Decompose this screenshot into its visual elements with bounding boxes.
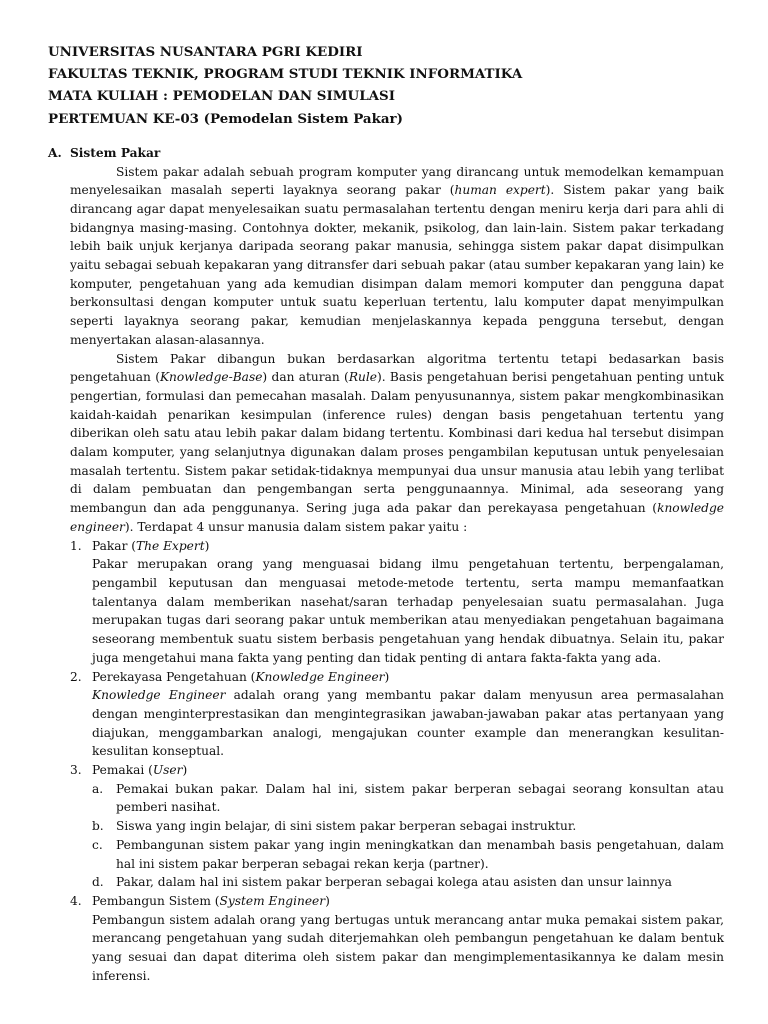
sub-list-letter: c.	[92, 837, 103, 852]
item-body-text: adalah orang yang membantu pakar dalam menyusun area permasalahan dengan menginterprestasikan dan mengintegrasikan jawaban-jawaban pakar atas pertanyaan yang diajukan, menggambarkan analogi, mengajukan counter example dan menerangkan kesulitan-kesulitan konseptual.	[92, 688, 724, 759]
item-body-term: Knowledge Engineer	[92, 688, 226, 703]
item-title-term: Knowledge Engineer	[255, 669, 385, 684]
sub-list-letter: b.	[92, 819, 104, 834]
p1-text-c: ). Sistem pakar yang baik dirancang agar dapat menyelesaikan suatu permasalahan tertentu dengan meniru kerja dari para ahli di bidangnya masing-masing. Contohnya dokter, mekanik, psikolog, dan lain-lain. Sistem pakar terkadang lebih baik unjuk kerjanya daripada seorang pakar manusia, sehingga sistem pakar dapat disimpulkan yaitu sebagai sebuah kepakaran yang ditransfer dari sebuah pakar (atau sumber kepakaran yang lain) ke komputer, pengetahuan yang ada kemudian disimpan dalam memori komputer dan pengguna dapat berkonsultasi dengan komputer untuk suatu keperluan tertentu, lalu komputer dapat menyimpulkan seperti layaknya seorang pakar, kemudian menjelaskannya kepada pengguna tersebut, dengan menyertakan alasan-alasannya.	[70, 183, 724, 347]
section-letter: A.	[48, 145, 62, 160]
list-item-number: 3.	[70, 763, 82, 778]
p2-term-rule: Rule	[348, 370, 377, 385]
header-university: UNIVERSITAS NUSANTARA PGRI KEDIRI	[48, 44, 363, 60]
section-title	[48, 144, 724, 163]
item-title-term: The Expert	[136, 538, 205, 553]
list-item-body	[92, 686, 724, 761]
list-item	[70, 892, 724, 986]
sub-list-item	[92, 780, 724, 817]
document-page	[48, 41, 724, 985]
p2-text-a: Sistem Pakar dibangun bukan berdasarkan algoritma tertentu tetapi bedasarkan basis pengetahuan (	[70, 351, 724, 385]
p2-term-knowledge-base: Knowledge-Base	[159, 370, 263, 385]
list-item-title	[92, 892, 724, 911]
paragraph-1	[70, 163, 724, 350]
sub-list-text: Siswa yang ingin belajar, di sini sistem pakar berperan sebagai instruktur.	[116, 819, 577, 834]
list-item-title	[92, 537, 724, 556]
header-faculty: FAKULTAS TEKNIK, PROGRAM STUDI TEKNIK INFORMATIKA	[48, 66, 523, 83]
list-item	[70, 668, 724, 762]
p2-text-e: ). Basis pengetahuan berisi pengetahuan penting untuk pengertian, formulasi dan pemecahan masalah. Dalam penyusunannya, sistem pakar mengkombinasikan kaidah-kaidah penarikan kesimpulan (inference rules) dengan basis pengetahuan tertentu yang diberikan oleh satu atau lebih pakar dalam bidang tertentu. Kombinasi dari kedua hal tersebut disimpan dalam komputer, yang selanjutnya digunakan dalam proses pengambilan keputusan untuk penyelesaian masalah tertentu. Sistem pakar setidak-tidaknya mempunyai dua unsur manusia atau lebih yang terlibat di dalam pembuatan dan pengembangan serta penggunaannya. Minimal, ada seseorang yang membangun dan ada penggunanya. Sering juga ada pakar dan perekayasa pengetahuan (	[70, 370, 724, 516]
list-item-body: Pembangun sistem adalah orang yang bertugas untuk merancang antar muka pemakai sistem pakar, merancang pengetahuan yang sudah diterjemahkan oleh pembangun pengetahuan ke dalam bentuk yang sesuai dan dapat diterima oleh sistem pakar dan mengimplementasikannya ke dalam mesin inferensi.	[92, 912, 724, 983]
sub-list-letter: d.	[92, 875, 104, 890]
p1-term-human-expert: human expert	[454, 183, 546, 198]
list-item-title	[92, 668, 724, 687]
p2-text-c: ) dan aturan (	[262, 370, 349, 385]
list-item-number: 2.	[70, 669, 82, 684]
item-title-term: System Engineer	[219, 893, 326, 908]
list-item-title	[92, 761, 724, 780]
document-header	[48, 41, 724, 130]
list-item	[70, 537, 724, 668]
item-title-a: Perekayasa Pengetahuan (	[92, 669, 256, 684]
human-elements-list	[48, 537, 724, 986]
user-types-list	[92, 780, 724, 892]
p2-term-knowledge-engineer: knowledge engineer	[70, 501, 724, 534]
sub-list-item	[92, 873, 724, 892]
header-meeting: PERTEMUAN KE-03 (Pemodelan Sistem Pakar)	[48, 110, 403, 127]
sub-list-item	[92, 817, 724, 836]
item-title-c: )	[384, 669, 390, 684]
sub-list-text: Pembangunan sistem pakar yang ingin meningkatkan dan menambah basis pengetahuan, dalam hal ini sistem pakar berperan sebagai rekan kerja (partner).	[116, 837, 724, 871]
item-title-a: Pembangun Sistem (	[92, 893, 220, 908]
sub-list-item	[92, 836, 724, 873]
list-item-number: 4.	[70, 893, 82, 908]
paragraph-2	[70, 350, 724, 537]
sub-list-text: Pemakai bukan pakar. Dalam hal ini, sistem pakar berperan sebagai seorang konsultan atau pemberi nasihat.	[116, 781, 724, 815]
item-title-a: Pakar (	[92, 538, 137, 553]
list-item	[70, 761, 724, 892]
list-item-number: 1.	[70, 538, 82, 553]
sub-list-text: Pakar, dalam hal ini sistem pakar berperan sebagai kolega atau asisten dan unsur lainnya	[116, 875, 672, 890]
item-title-term: User	[152, 763, 183, 778]
list-item-body: Pakar merupakan orang yang menguasai bidang ilmu pengetahuan tertentu, berpengalaman, pengambil keputusan dan menguasai metode-metode tertentu, serta mampu memanfaatkan talentanya dalam memberikan nasehat/saran terhadap penyelesaian suatu permasalahan. Juga merupakan tugas dari seorang pakar untuk memberikan atau menyediakan pengetahuan bagaimana seseorang membentuk suatu sistem berbasis pengetahuan yang hendak dibuatnya. Selain itu, pakar juga mengetahui mana fakta yang penting dan tidak penting di antara fakta-fakta yang ada.	[92, 557, 724, 665]
item-title-c: )	[325, 893, 330, 908]
item-title-a: Pemakai (	[92, 763, 153, 778]
item-title-c: )	[182, 763, 188, 778]
p1-text-a: Sistem pakar adalah sebuah program komputer yang dirancang untuk memodelkan kemampuan menyelesaikan masalah seperti layaknya seorang pakar (	[70, 164, 724, 198]
p2-text-g: ). Terdapat 4 unsur manusia dalam sistem pakar yaitu :	[124, 519, 468, 534]
header-course: MATA KULIAH : PEMODELAN DAN SIMULASI	[48, 88, 395, 105]
sub-list-letter: a.	[92, 781, 104, 796]
section-title-text: Sistem Pakar	[70, 145, 161, 160]
item-title-c: )	[204, 538, 210, 553]
